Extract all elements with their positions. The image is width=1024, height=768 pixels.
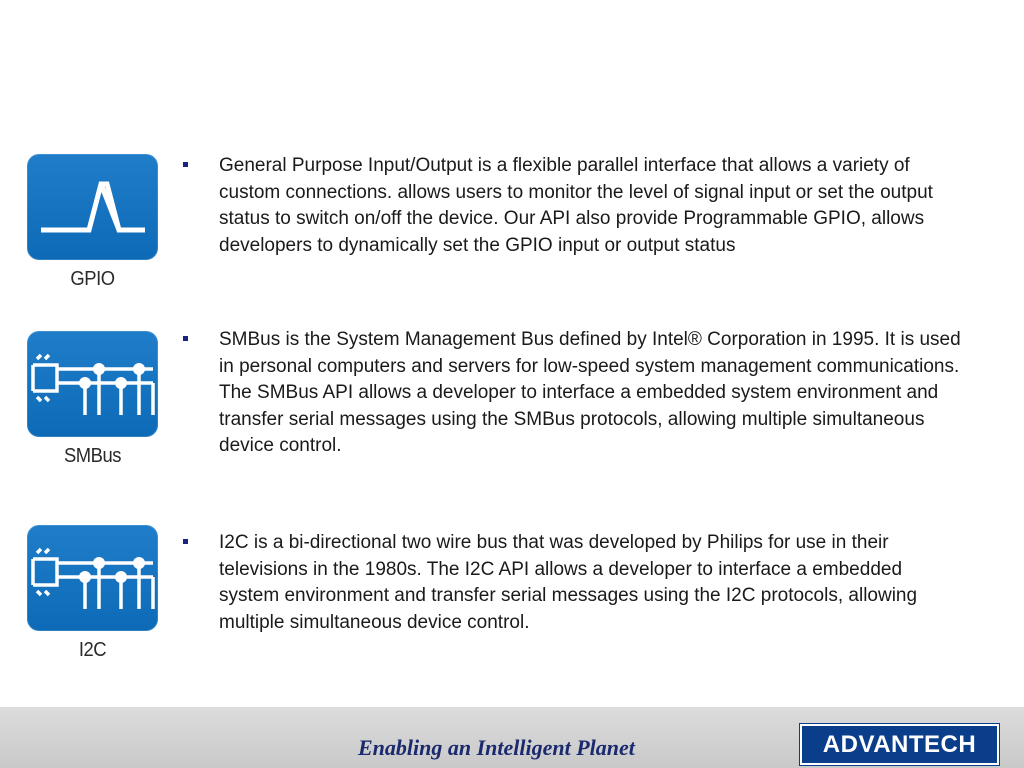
advantech-logo (800, 724, 999, 765)
footer-slogan: Enabling an Intelligent Planet (358, 735, 635, 760)
i2c-icon (27, 525, 158, 631)
logo-text: ADVANTECH (822, 730, 977, 758)
bullet-text-i2c: I2C is a bi-directional two wire bus that was developed by Philips for use in their televisions in the 1980s. The I2C API allows a developer to interface a embedded system environment and transfer serial messages using the I2C protocols, allowing multiple simultaneous device control. (219, 532, 918, 633)
smbus-icon-caption: SMBus (63, 445, 122, 467)
bullet-marker (183, 539, 188, 544)
bullet-text-smbus: SMBus is the System Management Bus defined by Intel® Corporation in 1995. It is used in personal computers and servers for low-speed system management communications. The SMBus API allows a developer to interface a embedded system environment and transfer serial messages using the SMBus protocols, allowing multiple simultaneous device control. (219, 329, 961, 456)
i2c-icon-caption: I2C (78, 639, 107, 661)
gpio-icon-caption: GPIO (70, 268, 115, 290)
i2c-icon-block (27, 525, 158, 662)
footer-bar (0, 707, 1024, 768)
bullet-smbus (183, 327, 963, 460)
gpio-icon-block (27, 154, 158, 291)
bullet-i2c (183, 530, 963, 636)
bullet-text-gpio: General Purpose Input/Output is a flexible parallel interface that allows a variety of custom connections. allows users to monitor the level of signal input or set the output status to switch on/off the device. Our API also provide Programmable GPIO, allows developers to dynamically set the GPIO input or output status (219, 155, 933, 256)
smbus-icon (27, 331, 158, 437)
bullet-marker (183, 336, 188, 341)
bullet-gpio (183, 153, 963, 259)
smbus-icon-block (27, 331, 158, 468)
bullet-marker (183, 162, 188, 167)
gpio-icon (27, 154, 158, 260)
